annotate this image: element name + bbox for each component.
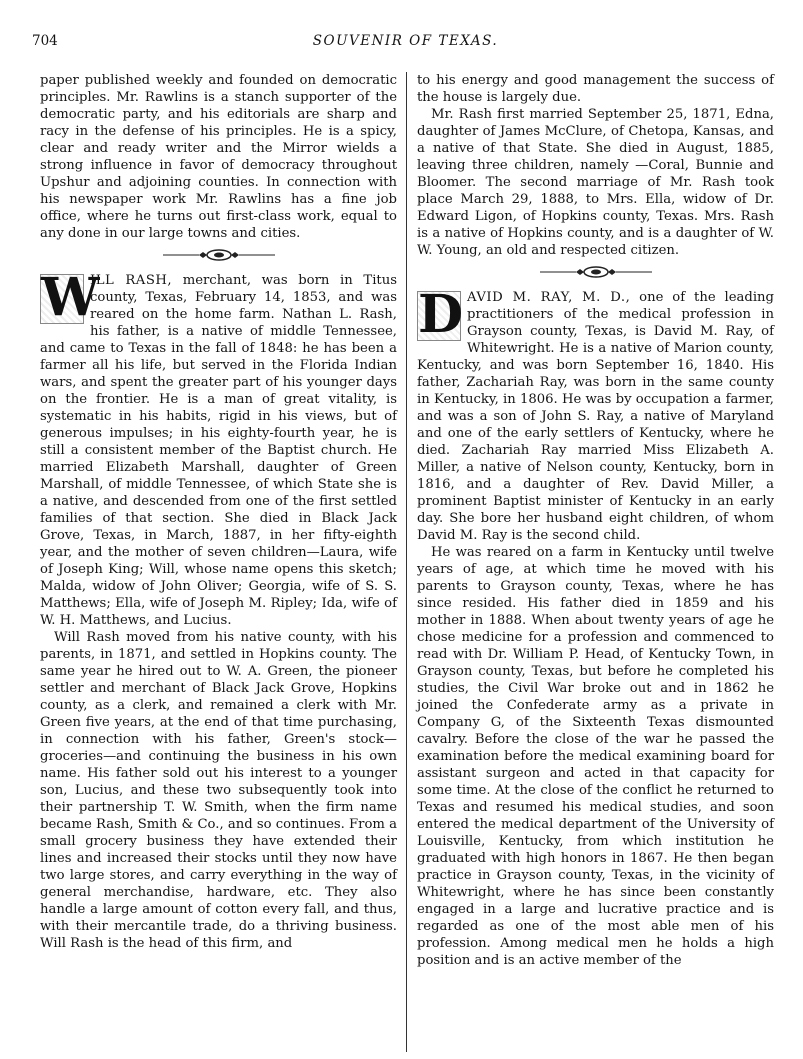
drop-cap-w: W <box>41 267 100 328</box>
rash-paragraph-3: Mr. Rash first married September 25, 1871, Edna, daughter of James McClure, of Chetopa, Kansas, and a native of that State. She died in August, 1885, leaving three children, namely —Coral, Bunnie and Bloomer. The second marriage of Mr. Rash took place March 29, 1888, to Mrs. Ella, widow of Dr. Edward Ligon, of Hopkins county, Texas. Mrs. Rash is a native of Hopkins county, and is a daughter of W. W. Young, an old and respected citizen. <box>417 107 774 258</box>
ray-paragraph-2: He was reared on a farm in Kentucky until twelve years of age, at which time he moved with his parents to Grayson county, Texas, where he has since resided. His father died in 1859 and his mother in 1888. When about twenty years of age he chose medicine for a profession and commenced to read with Dr. William P. Head, of Kentucky Town, in Grayson county, Texas, but before he completed his studies, the Civil War broke out and in 1862 he joined the Confederate army as a private in Company G, of the Sixteenth Texas dismounted cavalry. Before the close of the war he passed the examination before the medical examining board for assistant surgeon and acted in that capacity for some time. At the close of the conflict he returned to Texas and resumed his medical studies, and soon entered the medical department of the University of Louisville, Kentucky, from which institution he graduated with high honors in 1867. He then began practice in Grayson county, Texas, in the vicinity of Whitewright, where he has since been constantly engaged in a large and lucrative practice and is regarded as one of the most able men of his profession. Among medical men he holds a high position and is an active member of the <box>417 545 774 968</box>
left-column <box>40 72 397 952</box>
ornament-divider-icon <box>159 248 279 262</box>
running-title: SOUVENIR OF TEXAS. <box>312 33 499 49</box>
rash-continuation: to his energy and good management the success of the house is largely due. <box>417 73 774 105</box>
ray-intro-text: one of the leading practitioners of the medical profession in Grayson county, Texas, is David M. Ray, of Whitewright. He is a native of Marion county, Kentucky, and was born September 16, 1840. His father, Zachariah Ray, was born in the same county in Kentucky, in 1806. He was by occupation a farmer, and was a son of John S. Ray, a native of Maryland and one of the early settlers of Kentucky, where he died. Zachariah Ray married Miss Elizabeth A. Miller, a native of Nelson county, Kentucky, born in 1816, and a daughter of Rev. David Miller, a prominent Baptist minister of Kentucky in an early day. She bore her husband eight children, of whom David M. Ray is the second child. <box>417 290 774 543</box>
rash-intro-text: merchant, was born in Titus county, Texas, February 14, 1853, and was reared on the home farm. Nathan L. Rash, his father, is a native of middle Tennessee, and came to Texas in the fall of 1848: he has been a farmer all his life, but served in the Florida Indian wars, and spent the greater part of his younger days on the frontier. He is a man of great vitality, is systematic in his habits, rigid in his views, but of generous impulses; in his eighty-fourth year, he is still a consistent member of the Baptist church. He married Elizabeth Marshall, daughter of Green Marshall, of middle Tennessee, of which State she is a native, and descended from one of the first settled families of that section. She died in Black Jack Grove, Texas, in March, 1887, in her fifty-eighth year, and the mother of seven children—Laura, wife of Joseph King; Will, whose name opens this sketch; Malda, widow of John Oliver; Georgia, wife of S. S. Matthews; Ella, wife of Joseph M. Ripley; Ida, wife of W. H. Matthews, and Lucius. <box>40 273 397 628</box>
page-header <box>30 33 781 53</box>
page-number: 704 <box>32 33 58 49</box>
column-divider <box>406 72 407 1052</box>
rawlins-paragraph: paper published weekly and founded on democratic principles. Mr. Rawlins is a stanch supporter of the democratic party, and his editorials are sharp and racy in the defense of his principles. He is a spicy, clear and ready writer and the Mirror wields a strong influence in favor of democracy throughout Upshur and adjoining counties. In connection with his newspaper work Mr. Rawlins has a fine job office, where he turns out first-class work, equal to any done in our large towns and cities. <box>40 73 397 241</box>
right-column <box>417 72 774 969</box>
rash-name: ILL RASH, <box>90 273 173 288</box>
rash-sketch-intro <box>40 267 397 629</box>
drop-cap-d: D <box>418 284 464 345</box>
ray-sketch-intro <box>417 284 774 544</box>
rash-paragraph-2: Will Rash moved from his native county, with his parents, in 1871, and settled in Hopkins county. The same year he hired out to W. A. Green, the pioneer settler and merchant of Black Jack Grove, Hopkins county, as a clerk, and remained a clerk with Mr. Green five years, at the end of that time purchasing, in connection with his father, Green's stock—groceries—and continuing the business in his own name. His father sold out his interest to a younger son, Lucius, and these two subsequently took into their partnership T. W. Smith, when the firm name became Rash, Smith & Co., and so continues. From a small grocery business they have extended their lines and increased their stocks until they now have two large stores, and carry everything in the way of general merchandise, hardware, etc. They also handle a large amount of cotton every fall, and thus, with their mercantile trade, do a thriving business. Will Rash is the head of this firm, and <box>40 630 397 951</box>
ornament-divider-icon <box>536 265 656 279</box>
ray-name: AVID M. RAY, M. D., <box>467 290 631 305</box>
